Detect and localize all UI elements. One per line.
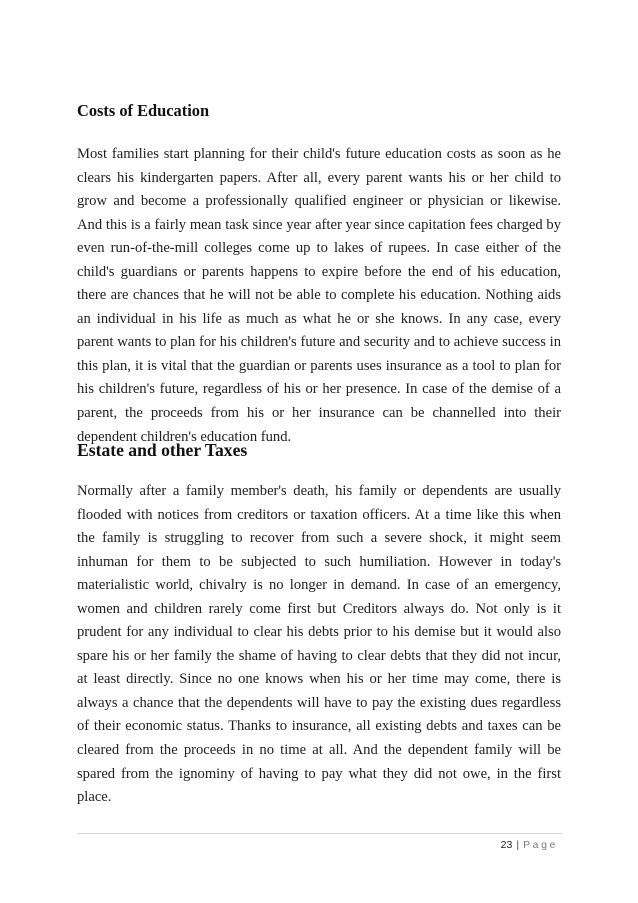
page-footer <box>501 839 558 851</box>
page-label: Page <box>523 839 558 851</box>
section-body-costs-of-education: Most families start planning for their child's future education costs as soon as he clears his kindergarten papers. After all, every parent wants his or her child to grow and become a professionally qualified engineer or physician or likewise. And this is a fairly mean task since year after year since capitation fees charged by even run-of-the-mill colleges come up to lakes of rupees. In case either of the child's guardians or parents happens to expire before the end of his education, there are chances that he will not be able to complete his education. Nothing aids an individual in his life as much as what he or she knows. In any case, every parent wants to plan for his children's future and security and to achieve success in this plan, it is vital that the guardian or parents uses insurance as a tool to plan for his children's future, regardless of his or her presence. In case of the demise of a parent, the proceeds from his or her insurance can be channelled into their dependent children's education fund. <box>77 146 561 445</box>
section-heading-costs-of-education: Costs of Education <box>77 101 210 120</box>
section-body-estate-taxes: Normally after a family member's death, his family or dependents are usually flooded with notices from creditors or taxation officers. At a time like this when the family is struggling to recover from such a severe shock, it might seem inhuman for them to be subjected to such humiliation. However in today's materialistic world, chivalry is no longer in demand. In case of an emergency, women and children rarely come first but Creditors always do. Not only is it prudent for any individual to clear his debts prior to his demise but it would also spare his or her family the shame of having to clear debts that they did not incur, at least directly. Since no one knows when his or her time may come, there is always a chance that the dependents will have to pay the existing dues regardless of their economic status. Thanks to insurance, all existing debts and taxes can be cleared from the proceeds in no time at all. And the dependent family will be spared from the ignominy of having to pay what they did not owe, in the first place. <box>77 483 561 806</box>
section-heading-estate-taxes: Estate and other Taxes <box>77 440 248 460</box>
footer-divider <box>77 833 562 834</box>
page-number: 23 <box>500 839 513 851</box>
footer-separator: | <box>516 839 520 851</box>
